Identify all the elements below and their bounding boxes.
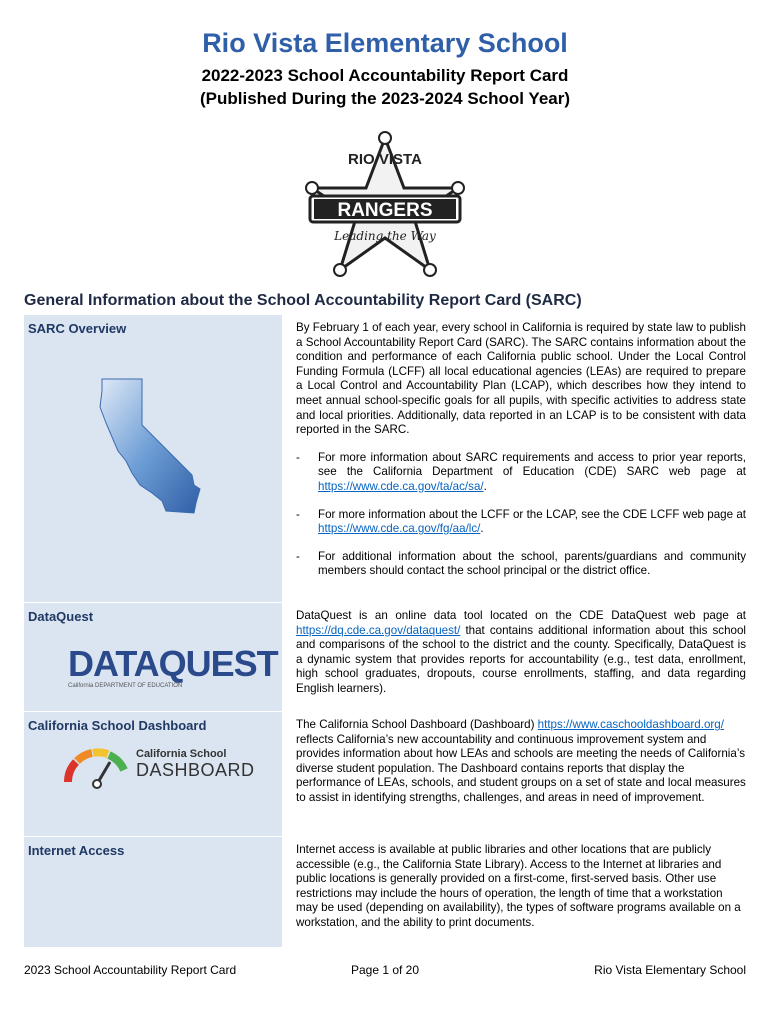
overview-intro: By February 1 of each year, every school in California is required by state law to publish a School Accountability Report Card (SARC). The SARC contains information about the condition and performance of each California public school. Under the Local Control Funding Formula (LCFF) all local educational agencies (LEAs) are required to prepare a Local Control and Accountability Plan (LCAP), which describes how they intend to meet annual school-specific goals for all pupils, with specific activities to address state and local priorities. Additionally, data reported in an LCAP is to be consistent with data reported in the SARC. xyxy=(296,321,746,437)
logo-banner-text: RANGERS xyxy=(337,200,433,221)
internet-content-cell xyxy=(282,837,746,947)
dataquest-label-cell xyxy=(24,603,282,711)
dashboard-logo: California School DASHBOARD xyxy=(62,742,252,790)
internet-title: Internet Access xyxy=(28,843,125,858)
dataquest-content-cell: DataQuest is an online data tool located on the CDE DataQuest web page at https://dq.cde.ca.gov/dataquest/ that contains additional information about this school and comparisons of the school to the district and the county. Specifically, DataQuest is a dynamic system that provides reports for accountability (e.g., test data, enrollment, high school graduates, dropouts, course enrollments, staffing, and data regarding English learners). xyxy=(296,609,746,695)
overview-row xyxy=(24,314,746,602)
sarc-info-table xyxy=(24,314,746,947)
page-number: Page 1 of 20 xyxy=(350,963,420,977)
published-note: (Published During the 2023-2024 School Year) xyxy=(199,89,571,108)
lcff-web-page-link[interactable]: https://www.cde.ca.gov/fg/aa/lc/ xyxy=(318,522,481,536)
overview-content-cell xyxy=(282,315,746,602)
overview-label-cell xyxy=(24,315,282,602)
california-map-image xyxy=(96,377,216,517)
rangers-logo xyxy=(300,130,470,280)
internet-row xyxy=(24,836,746,947)
school-name: Rio Vista Elementary School xyxy=(202,28,568,58)
dataquest-link[interactable]: https://dq.cde.ca.gov/dataquest/ xyxy=(296,623,461,637)
dashboard-title: California School Dashboard xyxy=(28,718,207,733)
list-item: - For additional information about the school, parents/guardians and community members should contact the school principal or the district office. xyxy=(296,549,746,578)
gauge-icon xyxy=(62,742,132,790)
dashboard-label-cell xyxy=(24,712,282,836)
dataquest-row xyxy=(24,602,746,711)
dataquest-logo: DATAQUEST California DEPARTMENT OF EDUCATION xyxy=(68,643,278,689)
overview-title: SARC Overview xyxy=(28,321,127,336)
page-footer xyxy=(24,963,746,977)
internet-label-cell xyxy=(24,837,282,947)
footer-left: 2023 School Accountability Report Card xyxy=(24,963,237,977)
dashboard-link[interactable]: https://www.caschooldashboard.org/ xyxy=(537,718,724,731)
footer-right: Rio Vista Elementary School xyxy=(594,963,747,977)
logo-top-text: RIO VISTA xyxy=(348,151,422,168)
dataquest-title: DataQuest xyxy=(28,609,94,624)
list-item: - For more information about SARC requirements and access to prior year reports, see the California Department of Education (CDE) SARC web page at https://www.cde.ca.gov/ta/ac/sa/. xyxy=(296,450,746,493)
section-heading: General Information about the School Accountability Report Card (SARC) xyxy=(24,292,582,309)
dashboard-row xyxy=(24,711,746,836)
report-title: 2022-2023 School Accountability Report Card xyxy=(201,66,569,85)
logo-script-text: Leading the Way xyxy=(334,229,436,243)
internet-text: Internet access is available at public libraries and other locations that are publicly accessible (e.g., the California State Library). Access to the Internet at libraries and public locations is generally provided on a first-come, first-served basis. Other use restrictions may include the hours of operation, the length of time that a workstation may be used (depending on availability), the types of software programs available on a workstation, and the ability to print documents. xyxy=(296,843,741,929)
list-item: - For more information about the LCFF or the LCAP, see the CDE LCFF web page at https://www.cde.ca.gov/fg/aa/lc/. xyxy=(296,507,746,536)
dashboard-content-cell: The California School Dashboard (Dashboard) https://www.caschooldashboard.org/ reflects California’s new accountability and continuous improvement system and provides information about how LEAs and schools are meeting the needs of California’s diverse student population. The Dashboard contains reports that display the performance of LEAs, schools, and student groups on a set of state and local measures to assist in identifying strengths, challenges, and areas in need of improvement. xyxy=(296,718,746,804)
sarc-web-page-link[interactable]: https://www.cde.ca.gov/ta/ac/sa/ xyxy=(318,479,484,493)
